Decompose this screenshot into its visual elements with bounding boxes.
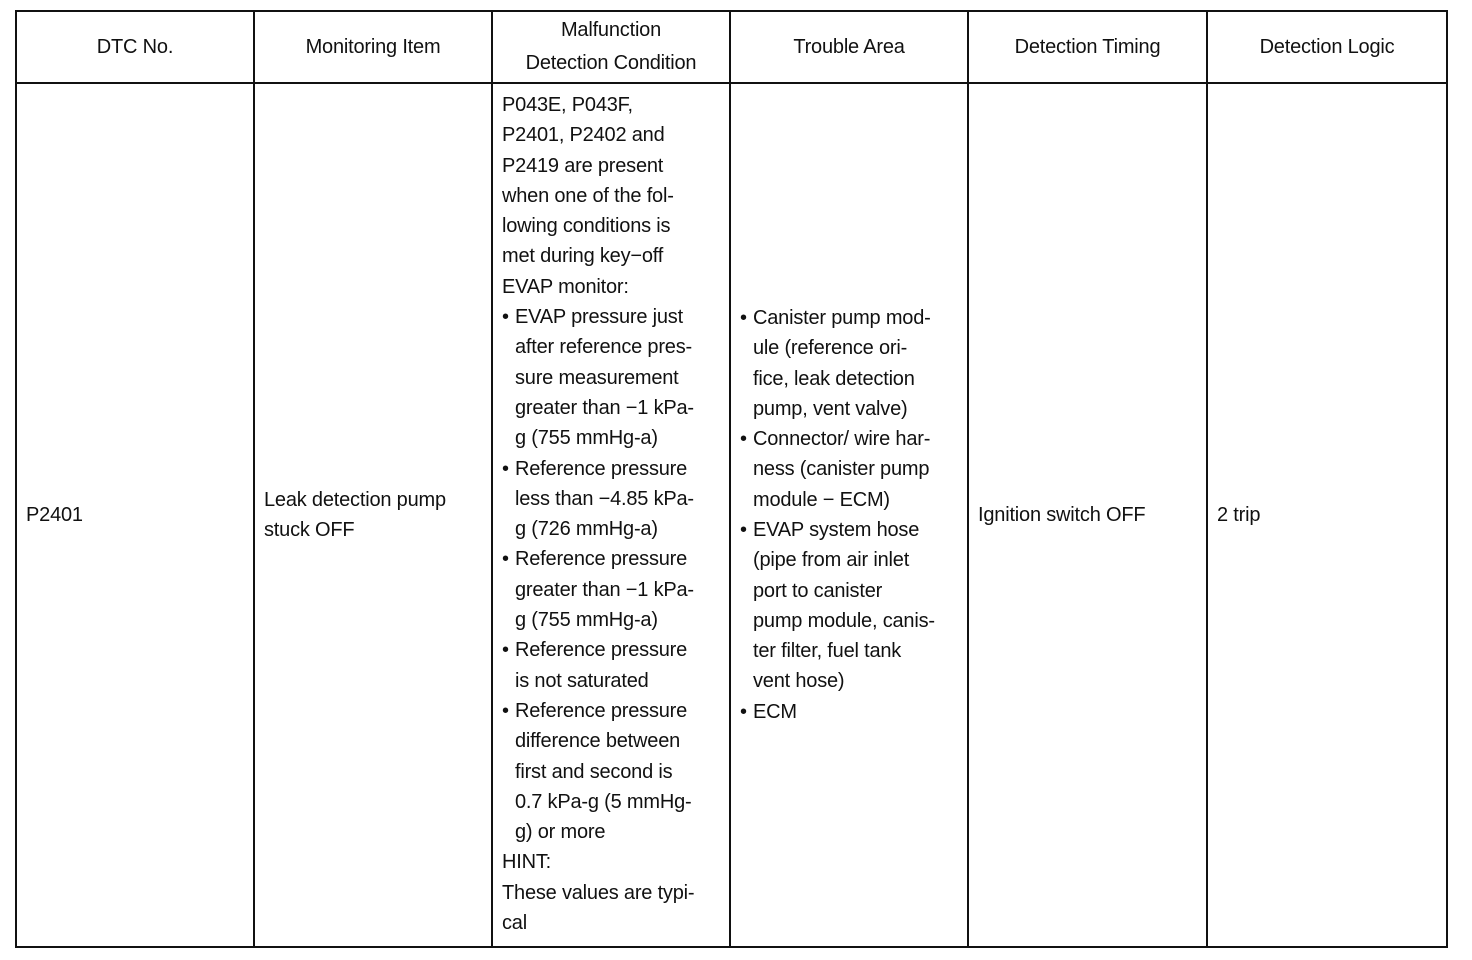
dtc-code: P2401 xyxy=(26,503,83,526)
cell-trouble-area xyxy=(730,83,968,947)
hint-label: HINT: xyxy=(502,851,552,874)
detection-logic-text: 2 trip xyxy=(1217,503,1261,526)
cell-detection-logic xyxy=(1207,83,1447,947)
header-monitoring-item: Monitoring Item xyxy=(254,11,492,83)
list-item: • Reference pressure greater than −1 kPa- g (755 mmHg-a) xyxy=(502,544,720,635)
table-header-row xyxy=(16,11,1447,83)
monitoring-item-text: Leak detection pump stuck OFF xyxy=(264,488,446,541)
cell-detection-condition xyxy=(492,83,730,947)
cell-detection-timing xyxy=(968,83,1207,947)
header-detection-timing: Detection Timing xyxy=(968,11,1207,83)
cell-monitoring-item xyxy=(254,83,492,947)
trouble-area-list xyxy=(740,303,958,727)
list-item: • EVAP system hose (pipe from air inlet port to canister pump module, canis- ter filter, fuel tank vent hose) xyxy=(740,515,958,697)
list-item: • Canister pump mod- ule (reference ori- fice, leak detection pump, vent valve) xyxy=(740,303,958,424)
list-item: • Reference pressure is not saturated xyxy=(502,635,720,696)
list-item: • Connector/ wire har- ness (canister pump module − ECM) xyxy=(740,424,958,515)
detection-timing-text: Ignition switch OFF xyxy=(978,503,1146,526)
header-trouble-area: Trouble Area xyxy=(730,11,968,83)
dtc-table xyxy=(15,10,1448,948)
list-item: • Reference pressure difference between first and second is 0.7 kPa-g (5 mmHg- g) or more xyxy=(502,696,720,847)
list-item: • ECM xyxy=(740,697,958,727)
header-detection-condition: Malfunction Detection Condition xyxy=(492,11,730,83)
header-detection-logic: Detection Logic xyxy=(1207,11,1447,83)
cell-dtc-no xyxy=(16,83,254,947)
header-dtc-no: DTC No. xyxy=(16,11,254,83)
hint-text: These values are typi- cal xyxy=(502,881,695,935)
list-item: • EVAP pressure just after reference pres- sure measurement greater than −1 kPa- g (755 mmHg-a) xyxy=(502,302,720,453)
condition-list xyxy=(502,302,720,847)
table-row xyxy=(16,83,1447,947)
condition-intro: P043E, P043F, P2401, P2402 and P2419 are present when one of the fol- lowing conditions is met during key−off EVAP monitor: xyxy=(502,94,674,298)
list-item: • Reference pressure less than −4.85 kPa- g (726 mmHg-a) xyxy=(502,454,720,545)
